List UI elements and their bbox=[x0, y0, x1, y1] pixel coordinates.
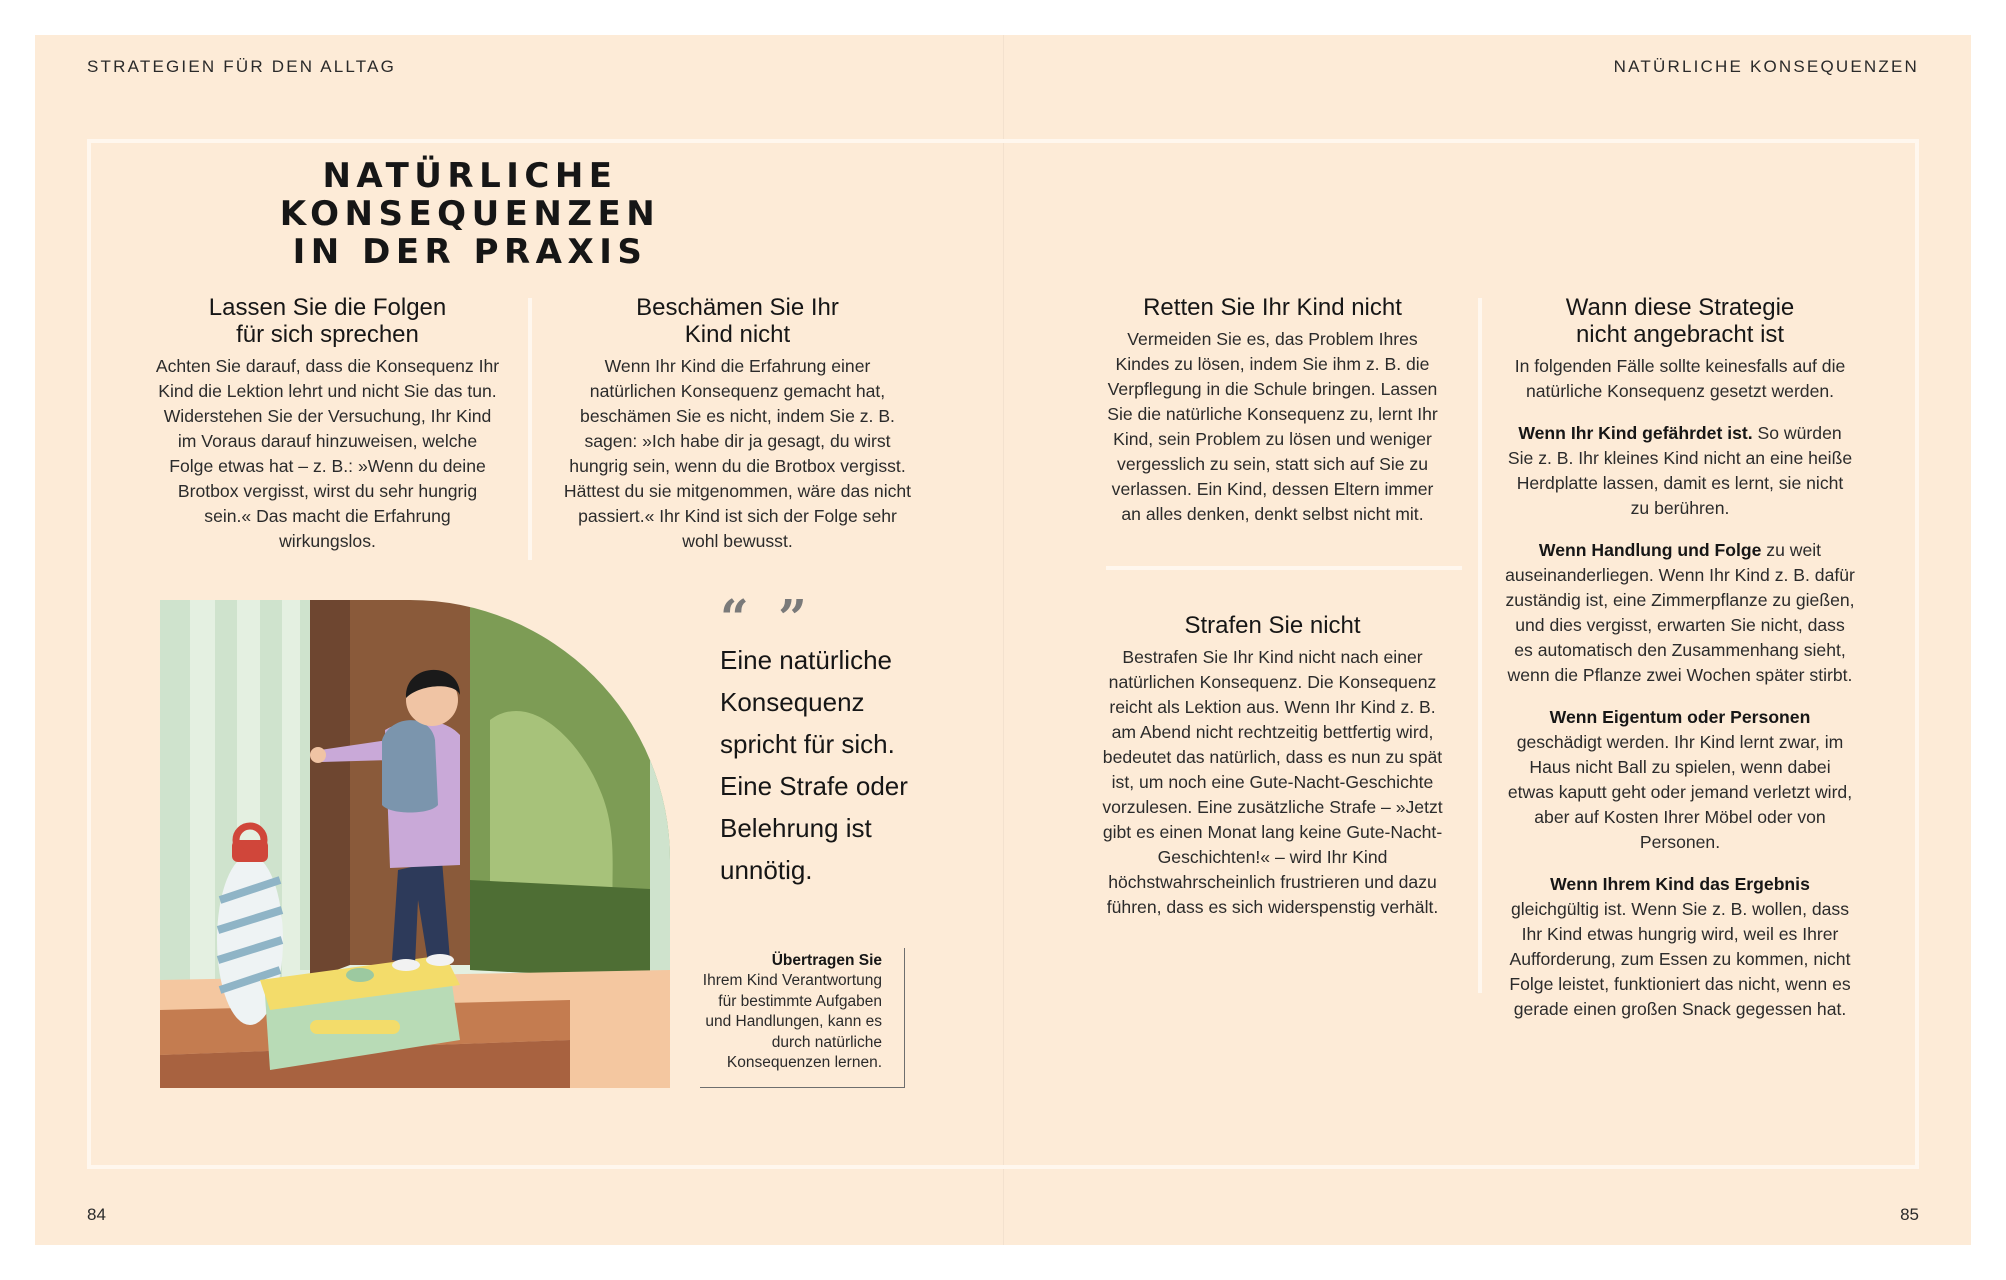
section-wann-item bbox=[1505, 538, 1855, 688]
section-retten-body: Vermeiden Sie es, das Problem Ihres Kindes zu lösen, indem Sie ihm z. B. die Verpflegung in die Schule bringen. Lassen Sie die natürliche Konsequenz zu, lernt Ihr Kind, sein Problem zu lösen und weniger vergesslich zu sein, statt sich auf Sie zu verlassen. Ein Kind, dessen Eltern immer an alles denken, denkt selbst nicht mit. bbox=[1107, 329, 1438, 524]
quote-marks-icon: “ ” bbox=[720, 588, 813, 647]
item-text: gleichgültig ist. Wenn Sie z. B. wollen, dass Ihr Kind etwas hungrig wird, weil es Ihrer Aufforderung, zum Essen zu kommen, nicht Folge leistet, funktioniert das nicht, wenn es gerade einen großen Snack gegessen hat. bbox=[1509, 899, 1851, 1019]
item-lead: Wenn Eigentum oder Personen bbox=[1549, 707, 1811, 727]
section-wann-heading bbox=[1505, 294, 1855, 348]
child-shoe bbox=[426, 954, 454, 966]
door-edge bbox=[310, 600, 350, 980]
page-number-left: 84 bbox=[87, 1205, 106, 1224]
column-divider bbox=[1478, 298, 1482, 993]
caption-title: Übertragen Sie bbox=[771, 952, 882, 969]
section-beschaemen-body: Wenn Ihr Kind die Erfahrung einer natürlichen Konsequenz gemacht hat, beschämen Sie es nicht, indem Sie z. B. sagen: »Ich habe dir ja gesagt, du wirst hungrig sein, wenn du die Brotbox vergisst. Hättest du sie mitgenommen, wäre das nicht passiert.« Ihr Kind ist sich der Folge sehr wohl bewusst. bbox=[563, 356, 912, 551]
illustration-svg bbox=[160, 600, 670, 1088]
item-text: So würden Sie z. B. Ihr kleines Kind nicht an eine heiße Herdplatte lassen, damit es lernt, sie nicht zu berühren. bbox=[1507, 423, 1853, 518]
outside-hedge bbox=[470, 880, 670, 980]
quote-line: Eine natürliche bbox=[720, 645, 892, 675]
section-wann-item bbox=[1505, 872, 1855, 1022]
pull-quote bbox=[720, 588, 940, 891]
illustration-child-leaving bbox=[160, 600, 670, 1088]
heading-line: für sich sprechen bbox=[236, 321, 419, 348]
section-folgen-heading bbox=[155, 294, 500, 348]
section-wann-intro: In folgenden Fälle sollte keinesfalls auf die natürliche Konsequenz gesetzt werden. bbox=[1514, 356, 1846, 401]
page-title-line-2: IN DER PRAXIS bbox=[292, 232, 648, 272]
lunchbox-handle bbox=[310, 1020, 400, 1034]
quote-line: Belehrung ist bbox=[720, 813, 872, 843]
running-head-right: NATÜRLICHE KONSEQUENZEN bbox=[1613, 57, 1919, 76]
wall-stripe bbox=[160, 600, 190, 980]
section-beschaemen-heading bbox=[560, 294, 915, 348]
page-number-right: 85 bbox=[1900, 1205, 1919, 1224]
section-strafen bbox=[1100, 612, 1445, 920]
section-wann bbox=[1505, 294, 1855, 1022]
item-lead: Wenn Handlung und Folge bbox=[1538, 540, 1762, 560]
heading-line: Wann diese Strategie bbox=[1565, 294, 1795, 321]
image-caption bbox=[700, 948, 905, 1088]
running-head-left: STRATEGIEN FÜR DEN ALLTAG bbox=[87, 57, 397, 76]
item-lead: Wenn Ihr Kind gefährdet ist. bbox=[1518, 423, 1753, 443]
quote-line: spricht für sich. bbox=[720, 729, 895, 759]
child-hand bbox=[310, 747, 326, 763]
quote-line: Konsequenz bbox=[720, 687, 865, 717]
section-divider bbox=[1106, 566, 1462, 570]
door-frame bbox=[650, 720, 670, 980]
page-title-line-1: NATÜRLICHE KONSEQUENZEN bbox=[279, 156, 661, 234]
section-strafen-heading: Strafen Sie nicht bbox=[1184, 612, 1361, 639]
section-folgen-body: Achten Sie darauf, dass die Konsequenz Ihr Kind die Lektion lehrt und nicht Sie das tun. Widerstehen Sie der Versuchung, Ihr Kind im Voraus darauf hinzuweisen, welche Folge etwas hat – z. B.: »Wenn du deine Brotbox vergisst, wirst du sehr hungrig sein.« Das macht die Erfahrung wirkungslos. bbox=[155, 356, 500, 551]
item-lead: Wenn Ihrem Kind das Ergebnis bbox=[1550, 874, 1810, 894]
heading-line: Kind nicht bbox=[684, 321, 791, 348]
lunchbox-clip bbox=[346, 968, 374, 982]
section-wann-item bbox=[1505, 705, 1855, 855]
child-backpack bbox=[382, 720, 438, 812]
heading-line: Beschämen Sie Ihr bbox=[636, 294, 839, 321]
section-retten bbox=[1100, 294, 1445, 527]
quote-line: Eine Strafe oder bbox=[720, 771, 908, 801]
item-text: geschädigt werden. Ihr Kind lernt zwar, im Haus nicht Ball zu spielen, wenn dabei etwas kaputt geht oder jemand verletzt wird, aber auf Kosten Ihrer Möbel oder von Personen. bbox=[1507, 732, 1853, 852]
page-title bbox=[180, 157, 760, 271]
quote-line: unnötig. bbox=[720, 855, 813, 885]
caption-body: Ihrem Kind Verantwortung für bestimmte Aufgaben und Handlungen, kann es durch natürliche Konsequenzen lernen. bbox=[702, 972, 882, 1071]
section-retten-heading: Retten Sie Ihr Kind nicht bbox=[1143, 294, 1402, 321]
section-beschaemen bbox=[560, 294, 915, 554]
heading-line: Lassen Sie die Folgen bbox=[208, 294, 447, 321]
item-text: zu weit auseinanderliegen. Wenn Ihr Kind z. B. dafür zuständig ist, eine Zimmerpflanze zu gießen, und dies vergisst, erwarten Sie nicht, dass es automatisch den Zusammenhang sieht, wenn die Pflanze zwei Wochen später stirbt. bbox=[1505, 540, 1855, 685]
child-shoe bbox=[392, 959, 420, 971]
quote-text bbox=[720, 639, 940, 891]
heading-line: nicht angebracht ist bbox=[1575, 321, 1785, 348]
column-divider bbox=[528, 298, 532, 560]
section-strafen-body: Bestrafen Sie Ihr Kind nicht nach einer natürlichen Konsequenz. Die Konsequenz reicht als Lektion aus. Wenn Ihr Kind z. B. am Abend nicht rechtzeitig bettfertig wird, bedeutet das natürlich, dass es nun zu spät ist, um noch eine Gute-Nacht-Geschichte vorzulesen. Eine zusätzliche Strafe – »Jetzt gibt es einen Monat lang keine Gute-Nacht-Geschichten!« – wird Ihr Kind höchstwahrscheinlich frustrieren und dazu führen, dass es sich widerspenstig verhält. bbox=[1102, 647, 1443, 917]
section-wann-item bbox=[1505, 421, 1855, 521]
section-folgen bbox=[155, 294, 500, 554]
